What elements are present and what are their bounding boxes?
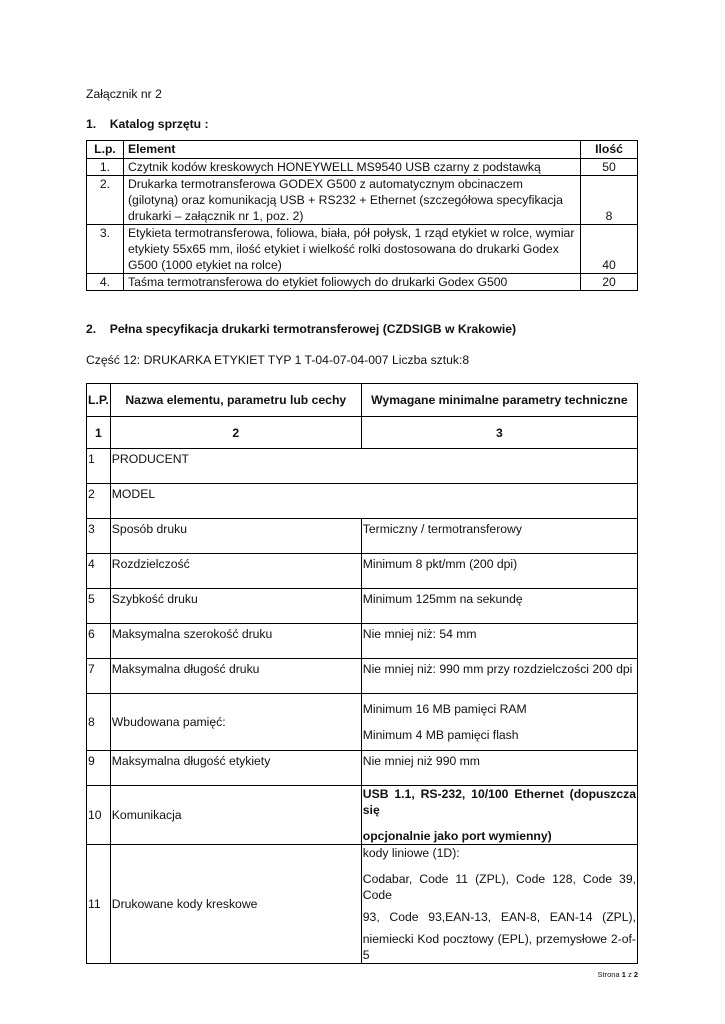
table-row xyxy=(87,554,638,589)
spec-row-name: MODEL xyxy=(110,484,637,519)
table-row xyxy=(87,484,638,519)
spec-row-number: 8 xyxy=(87,694,111,751)
spec-header-lp: L.P. xyxy=(87,384,111,417)
part-line: Część 12: DRUKARKA ETYKIET TYP 1 T-04-07-04-007 Liczba sztuk:8 xyxy=(86,353,470,367)
catalog-element: Drukarka termotransferowa GODEX G500 z automatycznym obcinaczem (gilotyną) oraz komunikacją USB + RS232 + Ethernet (szczegółowa specyfikacja drukarki – załącznik nr 1, poz. 2) xyxy=(124,176,581,225)
spec-req-line: niemiecki Kod pocztowy (EPL), przemysłowe 2-of-5 xyxy=(362,932,636,962)
table-row xyxy=(87,519,638,554)
attachment-title: Załącznik nr 2 xyxy=(86,87,162,101)
spec-header-row xyxy=(87,384,638,417)
footer-total: 2 xyxy=(633,970,638,979)
spec-row-req: Nie mniej niż 990 mm xyxy=(361,751,637,786)
spec-colnum-row xyxy=(87,417,638,449)
spec-table xyxy=(86,383,638,964)
spec-row-name: Komunikacja xyxy=(110,786,361,845)
spec-row-name: Maksymalna długość druku xyxy=(110,659,361,694)
spec-row-req: Minimum 8 pkt/mm (200 dpi) xyxy=(361,554,637,589)
spec-colnum-1: 1 xyxy=(87,417,111,449)
spec-row-number: 4 xyxy=(87,554,111,589)
spec-row-req: Nie mniej niż: 54 mm xyxy=(361,624,637,659)
page-footer xyxy=(598,970,638,979)
spec-row-req: Termiczny / termotransferowy xyxy=(361,519,637,554)
table-row xyxy=(87,589,638,624)
catalog-qty: 50 xyxy=(581,159,638,176)
spec-row-number: 6 xyxy=(87,624,111,659)
table-row xyxy=(87,786,638,845)
catalog-header-lp: L.p. xyxy=(87,141,124,159)
catalog-qty: 20 xyxy=(581,274,638,291)
spec-row-req: Nie mniej niż: 990 mm przy rozdzielczości 200 dpi xyxy=(361,659,637,694)
catalog-header-qty: Ilość xyxy=(581,141,638,159)
spec-row-req xyxy=(361,786,637,845)
catalog-qty: 40 xyxy=(581,225,638,274)
spec-req-line: kody liniowe (1D): xyxy=(362,846,460,860)
spec-row-number: 10 xyxy=(87,786,111,845)
section-1-title: 1. Katalog sprzętu : xyxy=(86,117,209,131)
table-row xyxy=(87,659,638,694)
spec-header-name: Nazwa elementu, parametru lub cechy xyxy=(110,384,361,417)
catalog-lp: 3. xyxy=(87,225,124,274)
section-2-title: 2. Pełna specyfikacja drukarki termotransferowej (CZDSIGB w Krakowie) xyxy=(86,322,517,336)
spec-colnum-3: 3 xyxy=(361,417,637,449)
spec-row-name: Wbudowana pamięć: xyxy=(110,694,361,751)
spec-row-name: Rozdzielczość xyxy=(110,554,361,589)
spec-row-name: Maksymalna długość etykiety xyxy=(110,751,361,786)
catalog-qty: 8 xyxy=(581,176,638,225)
spec-row-req: Minimum 125mm na sekundę xyxy=(361,589,637,624)
spec-header-req: Wymagane minimalne parametry techniczne xyxy=(361,384,637,417)
catalog-element: Taśma termotransferowa do etykiet foliowych do drukarki Godex G500 xyxy=(124,274,581,291)
table-row xyxy=(87,159,638,176)
catalog-element: Czytnik kodów kreskowych HONEYWELL MS9540 USB czarny z podstawką xyxy=(124,159,581,176)
spec-row-number: 11 xyxy=(87,845,111,964)
table-row xyxy=(87,449,638,484)
catalog-lp: 2. xyxy=(87,176,124,225)
spec-row-req xyxy=(361,694,637,751)
catalog-header-element: Element xyxy=(124,141,581,159)
catalog-header-row xyxy=(87,141,638,159)
spec-row-name: PRODUCENT xyxy=(110,449,637,484)
catalog-lp: 4. xyxy=(87,274,124,291)
spec-row-name: Drukowane kody kreskowe xyxy=(110,845,361,964)
table-row xyxy=(87,225,638,274)
spec-colnum-2: 2 xyxy=(110,417,361,449)
spec-row-number: 1 xyxy=(87,449,111,484)
table-row xyxy=(87,274,638,291)
spec-row-name: Sposób druku xyxy=(110,519,361,554)
catalog-element: Etykieta termotransferowa, foliowa, biała, pół połysk, 1 rząd etykiet w rolce, wymiar etykiety 55x65 mm, ilość etykiet i wielkość rolki dostosowana do drukarki Godex G500 (1000 etykiet na rolce) xyxy=(124,225,581,274)
spec-row-req xyxy=(361,845,637,964)
spec-row-number: 3 xyxy=(87,519,111,554)
spec-row-number: 9 xyxy=(87,751,111,786)
spec-row-name: Szybkość druku xyxy=(110,589,361,624)
table-row xyxy=(87,624,638,659)
footer-page: 1 xyxy=(621,970,626,979)
spec-req-line: Minimum 16 MB pamięci RAM xyxy=(362,702,527,716)
table-row xyxy=(87,845,638,964)
spec-req-line: 93, Code 93,EAN-13, EAN-8, EAN-14 (ZPL), xyxy=(362,910,636,924)
footer-sep: z xyxy=(627,970,632,979)
spec-row-number: 5 xyxy=(87,589,111,624)
spec-row-name: Maksymalna szerokość druku xyxy=(110,624,361,659)
footer-prefix: Strona xyxy=(597,970,620,979)
spec-req-line: opcjonalnie jako port wymienny) xyxy=(362,829,552,843)
spec-row-number: 7 xyxy=(87,659,111,694)
catalog-lp: 1. xyxy=(87,159,124,176)
spec-req-line: Codabar, Code 11 (ZPL), Code 128, Code 39, Code xyxy=(362,872,636,902)
spec-req-line: USB 1.1, RS-232, 10/100 Ethernet (dopuszcza się xyxy=(362,787,636,817)
table-row xyxy=(87,751,638,786)
table-row xyxy=(87,176,638,225)
catalog-table xyxy=(86,140,638,291)
table-row xyxy=(87,694,638,751)
spec-req-line: Minimum 4 MB pamięci flash xyxy=(362,728,519,742)
spec-row-number: 2 xyxy=(87,484,111,519)
